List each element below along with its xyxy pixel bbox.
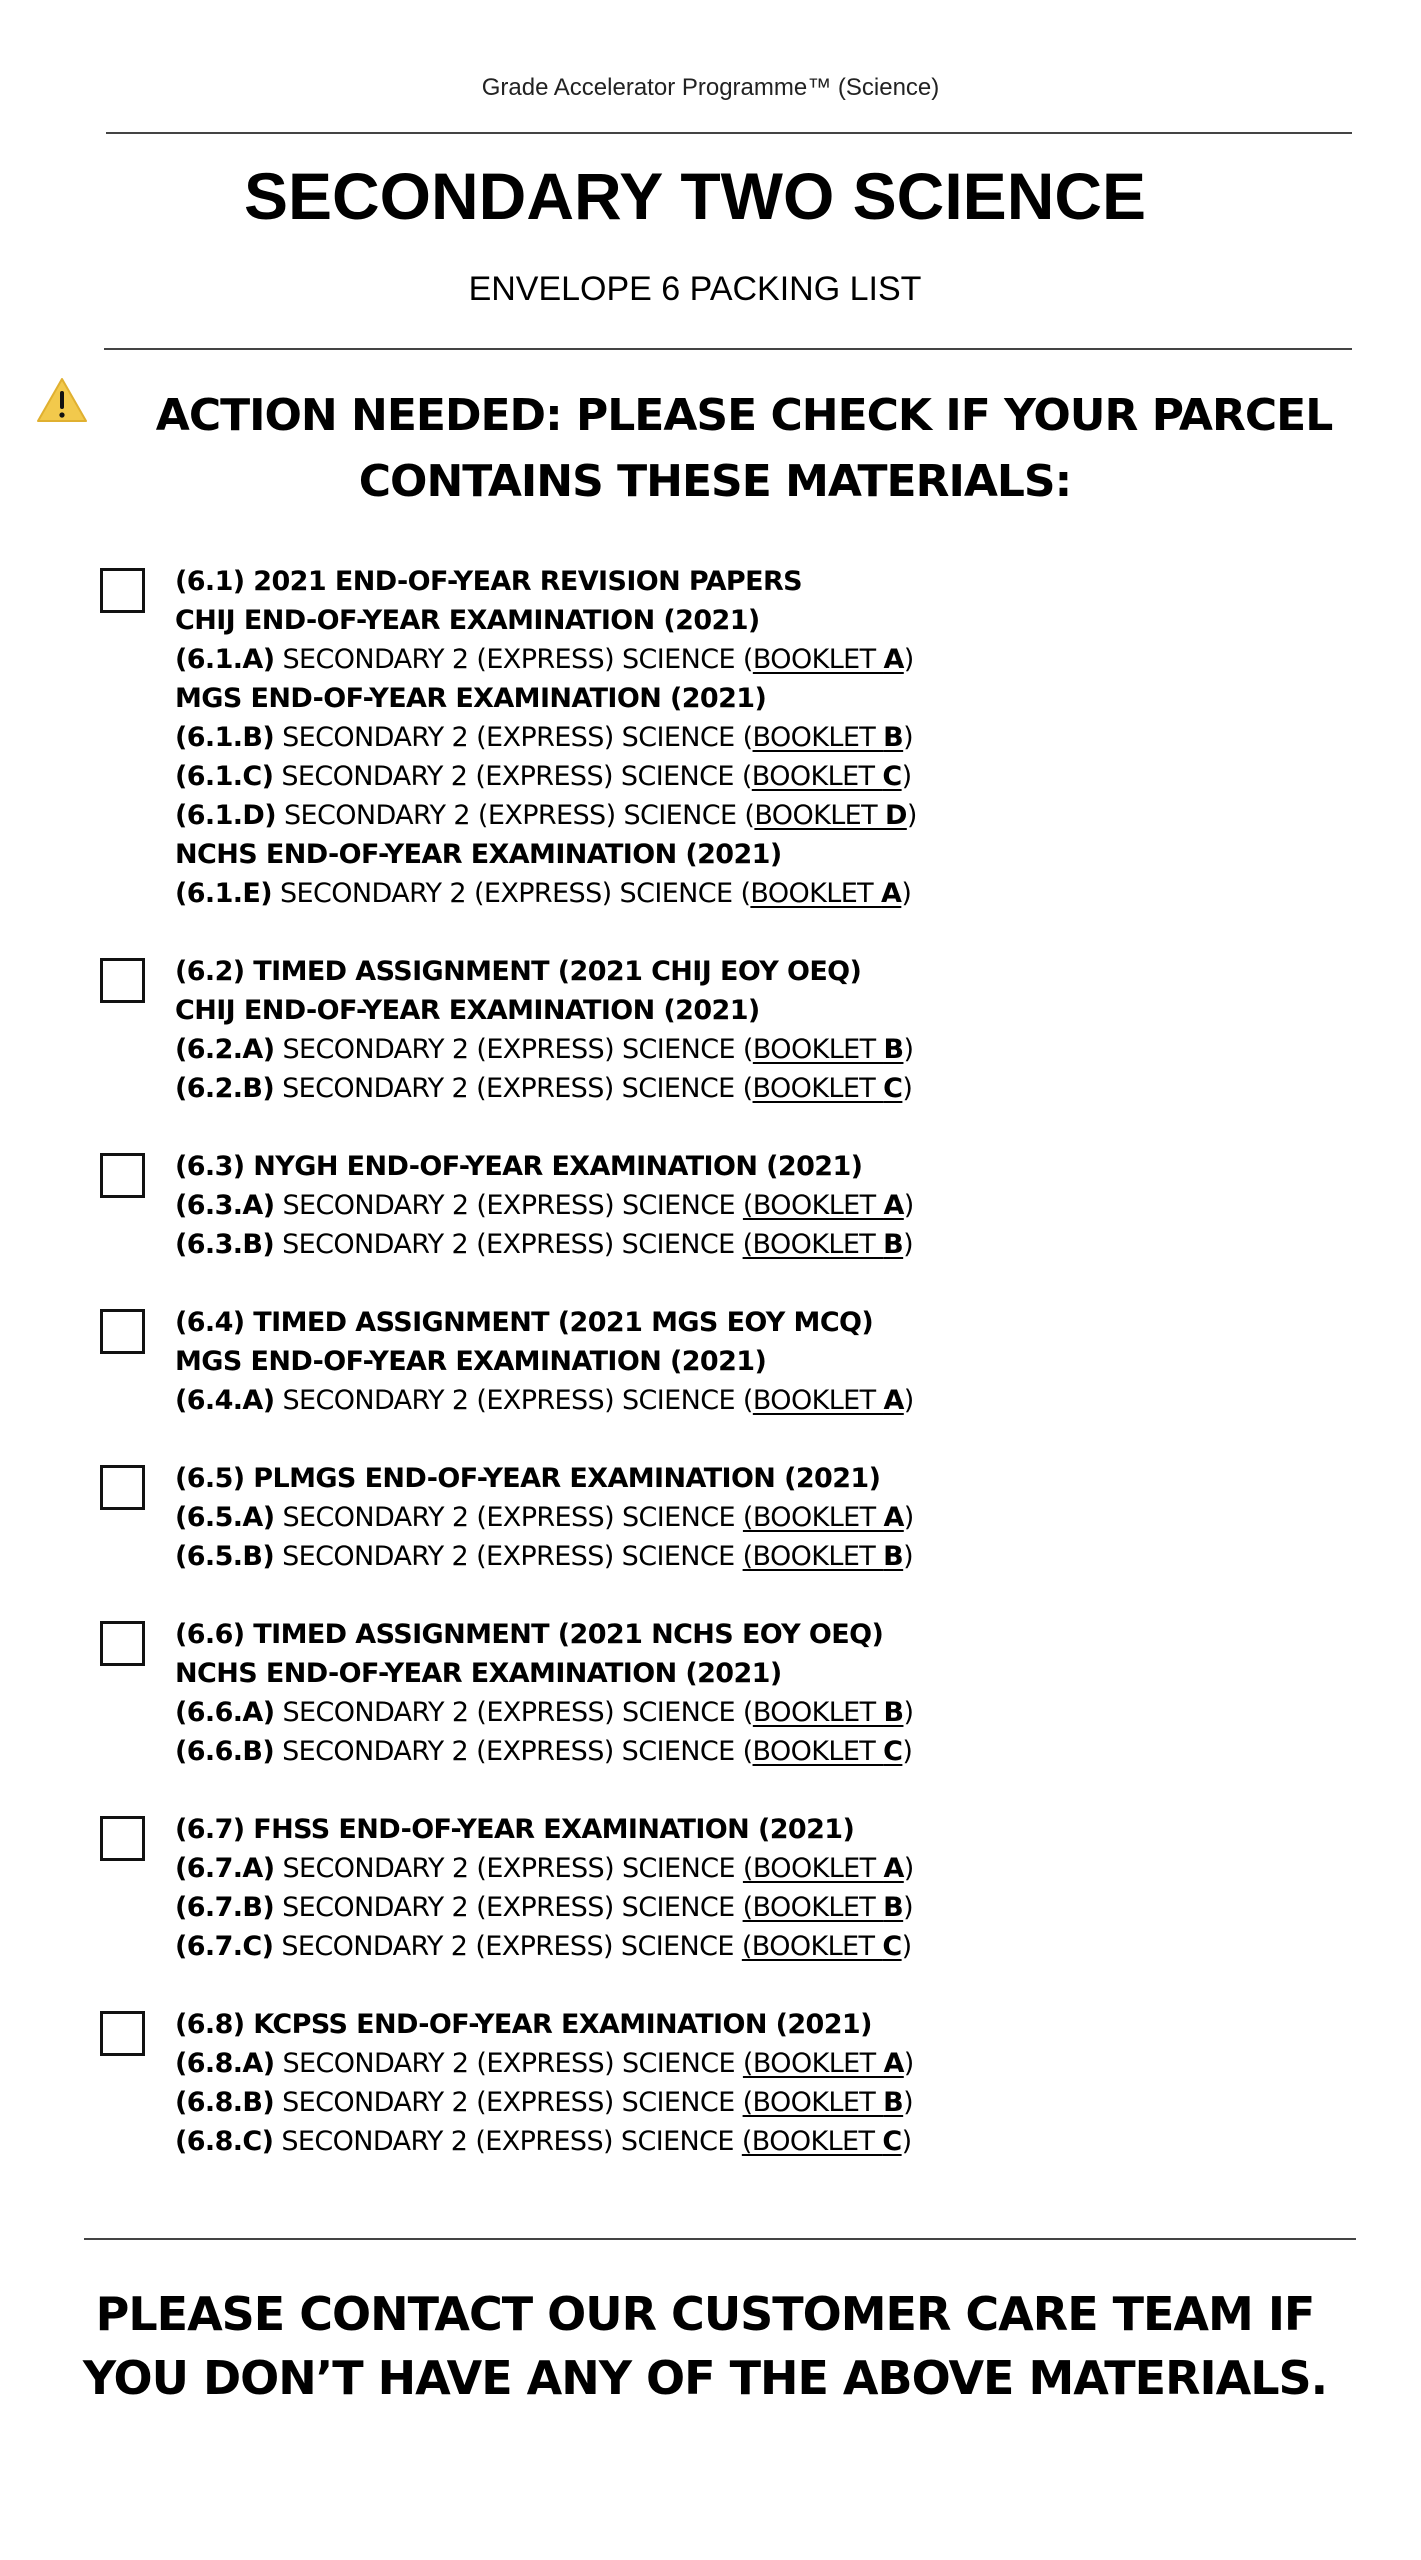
packing-group <box>100 1810 1300 1966</box>
booklet-label <box>753 1385 904 1416</box>
action-line-1 <box>80 380 1350 449</box>
checkbox[interactable] <box>100 568 145 613</box>
booklet-letter: C <box>883 1073 903 1104</box>
item-description: SECONDARY 2 (EXPRESS) SCIENCE ( <box>274 1073 753 1104</box>
group-heading: NCHS END-OF-YEAR EXAMINATION (2021) <box>175 839 782 870</box>
checkbox[interactable] <box>100 1465 145 1510</box>
booklet-label <box>743 1502 904 1533</box>
item-code: (6.5.A) <box>175 1502 275 1533</box>
booklet-text: BOOKLET <box>752 644 884 675</box>
packing-group <box>100 1147 1300 1264</box>
booklet-letter: B <box>883 1697 904 1728</box>
item-code: (6.7.C) <box>175 1931 274 1962</box>
booklet-letter: C <box>882 761 902 792</box>
booklet-letter: B <box>883 1892 904 1923</box>
list-item <box>175 1849 1300 1888</box>
close-paren: ) <box>901 878 912 909</box>
booklet-letter: A <box>883 1385 904 1416</box>
booklet-text: (BOOKLET <box>742 1892 884 1923</box>
close-paren: ) <box>903 1190 914 1221</box>
divider-mid <box>104 348 1352 350</box>
booklet-text: BOOKLET <box>754 800 885 831</box>
booklet-letter: B <box>883 1541 904 1572</box>
list-item <box>175 1927 1300 1966</box>
booklet-label <box>753 1697 904 1728</box>
group-heading: (6.6) TIMED ASSIGNMENT (2021 NCHS EOY OEQ) <box>175 1619 884 1650</box>
list-item <box>175 874 1300 913</box>
programme-header: Grade Accelerator Programme™ (Science) <box>481 74 940 101</box>
item-code: (6.8.A) <box>175 2048 275 2079</box>
warning-icon <box>98 380 148 424</box>
close-paren: ) <box>903 1502 914 1533</box>
item-code: (6.7.B) <box>175 1892 275 1923</box>
booklet-letter: C <box>882 2126 902 2157</box>
packing-group <box>100 562 1300 913</box>
booklet-label <box>743 1541 904 1572</box>
group-heading: MGS END-OF-YEAR EXAMINATION (2021) <box>175 683 767 714</box>
checkbox[interactable] <box>100 1153 145 1198</box>
booklet-letter: A <box>883 1502 904 1533</box>
item-description: SECONDARY 2 (EXPRESS) SCIENCE <box>274 1229 743 1260</box>
item-description: SECONDARY 2 (EXPRESS) SCIENCE <box>274 1190 743 1221</box>
list-item <box>175 1693 1300 1732</box>
booklet-text: (BOOKLET <box>742 1190 884 1221</box>
booklet-label <box>753 644 904 675</box>
footer-line-2: YOU DON’T HAVE ANY OF THE ABOVE MATERIALS. <box>82 2351 1328 2405</box>
booklet-label <box>743 1892 904 1923</box>
footer-line-1: PLEASE CONTACT OUR CUSTOMER CARE TEAM IF <box>95 2287 1315 2341</box>
close-paren: ) <box>903 1892 914 1923</box>
list-item <box>175 1732 1300 1771</box>
booklet-letter: A <box>883 2048 904 2079</box>
close-paren: ) <box>903 722 914 753</box>
group-heading: MGS END-OF-YEAR EXAMINATION (2021) <box>175 1346 767 1377</box>
booklet-letter: A <box>883 644 904 675</box>
booklet-text: BOOKLET <box>752 1385 884 1416</box>
booklet-label <box>743 2087 904 2118</box>
page-subtitle: ENVELOPE 6 PACKING LIST <box>468 270 922 308</box>
list-item <box>175 1186 1300 1225</box>
group-heading: (6.3) NYGH END-OF-YEAR EXAMINATION (2021) <box>175 1151 863 1182</box>
close-paren: ) <box>902 1736 913 1767</box>
close-paren: ) <box>901 2126 912 2157</box>
item-code: (6.6.A) <box>175 1697 275 1728</box>
booklet-text: (BOOKLET <box>742 1853 884 1884</box>
list-item <box>175 1030 1300 1069</box>
packing-list <box>100 562 1300 2200</box>
booklet-label <box>754 800 906 831</box>
item-description: SECONDARY 2 (EXPRESS) SCIENCE <box>274 2048 743 2079</box>
item-description: SECONDARY 2 (EXPRESS) SCIENCE ( <box>274 644 753 675</box>
packing-group <box>100 1303 1300 1420</box>
item-code: (6.1.E) <box>175 878 273 909</box>
group-heading: NCHS END-OF-YEAR EXAMINATION (2021) <box>175 1658 782 1689</box>
item-code: (6.5.B) <box>175 1541 275 1572</box>
item-description: SECONDARY 2 (EXPRESS) SCIENCE ( <box>272 878 751 909</box>
booklet-text: (BOOKLET <box>741 1931 883 1962</box>
action-line-2: CONTAINS THESE MATERIALS: <box>358 456 1072 507</box>
item-description: SECONDARY 2 (EXPRESS) SCIENCE <box>274 2087 743 2118</box>
booklet-text: (BOOKLET <box>742 2087 884 2118</box>
close-paren: ) <box>906 800 917 831</box>
booklet-label <box>743 1853 904 1884</box>
item-description: SECONDARY 2 (EXPRESS) SCIENCE <box>273 1931 742 1962</box>
group-heading: CHIJ END-OF-YEAR EXAMINATION (2021) <box>175 605 760 636</box>
booklet-text: BOOKLET <box>752 1697 884 1728</box>
packing-group <box>100 2005 1300 2161</box>
checkbox[interactable] <box>100 1816 145 1861</box>
list-item <box>175 1537 1300 1576</box>
booklet-letter: B <box>883 1034 904 1065</box>
close-paren: ) <box>903 1229 914 1260</box>
item-code: (6.6.B) <box>175 1736 275 1767</box>
item-code: (6.1.B) <box>175 722 275 753</box>
close-paren: ) <box>901 761 912 792</box>
item-code: (6.7.A) <box>175 1853 275 1884</box>
list-item <box>175 1069 1300 1108</box>
booklet-letter: B <box>883 2087 904 2118</box>
booklet-label <box>743 1229 904 1260</box>
booklet-text: BOOKLET <box>752 1034 884 1065</box>
group-heading: CHIJ END-OF-YEAR EXAMINATION (2021) <box>175 995 760 1026</box>
page-title: SECONDARY TWO SCIENCE <box>243 159 1147 233</box>
item-code: (6.1.D) <box>175 800 276 831</box>
divider-top <box>106 132 1352 134</box>
booklet-letter: A <box>881 878 902 909</box>
close-paren: ) <box>903 1034 914 1065</box>
item-code: (6.3.B) <box>175 1229 275 1260</box>
item-description: SECONDARY 2 (EXPRESS) SCIENCE ( <box>274 1697 753 1728</box>
close-paren: ) <box>902 1073 913 1104</box>
item-description: SECONDARY 2 (EXPRESS) SCIENCE <box>274 1502 743 1533</box>
booklet-label <box>753 1034 904 1065</box>
booklet-letter: C <box>883 1736 903 1767</box>
item-description: SECONDARY 2 (EXPRESS) SCIENCE <box>273 2126 742 2157</box>
booklet-label <box>742 2126 902 2157</box>
booklet-letter: A <box>883 1853 904 1884</box>
packing-group <box>100 952 1300 1108</box>
booklet-text: (BOOKLET <box>742 1229 884 1260</box>
list-item <box>175 1888 1300 1927</box>
close-paren: ) <box>903 1541 914 1572</box>
list-item <box>175 757 1300 796</box>
booklet-text: BOOKLET <box>752 722 884 753</box>
group-heading: (6.4) TIMED ASSIGNMENT (2021 MGS EOY MCQ) <box>175 1307 874 1338</box>
group-heading: (6.7) FHSS END-OF-YEAR EXAMINATION (2021) <box>175 1814 855 1845</box>
booklet-text: (BOOKLET <box>741 2126 883 2157</box>
packing-group <box>100 1615 1300 1771</box>
item-description: SECONDARY 2 (EXPRESS) SCIENCE ( <box>274 1034 753 1065</box>
booklet-label <box>753 1736 903 1767</box>
list-item <box>175 1498 1300 1537</box>
close-paren: ) <box>903 1853 914 1884</box>
item-code: (6.8.C) <box>175 2126 274 2157</box>
item-description: SECONDARY 2 (EXPRESS) SCIENCE ( <box>274 1385 753 1416</box>
action-heading <box>80 380 1350 515</box>
item-code: (6.2.A) <box>175 1034 275 1065</box>
item-code: (6.3.A) <box>175 1190 275 1221</box>
item-description: SECONDARY 2 (EXPRESS) SCIENCE ( <box>274 1736 753 1767</box>
item-description: SECONDARY 2 (EXPRESS) SCIENCE <box>274 1853 743 1884</box>
list-item <box>175 1381 1300 1420</box>
booklet-letter: B <box>883 722 904 753</box>
item-code: (6.4.A) <box>175 1385 275 1416</box>
booklet-letter: D <box>885 800 907 831</box>
close-paren: ) <box>903 1697 914 1728</box>
list-item <box>175 2122 1300 2161</box>
list-item <box>175 718 1300 757</box>
booklet-text: BOOKLET <box>750 878 882 909</box>
booklet-label <box>743 1190 904 1221</box>
booklet-letter: A <box>883 1190 904 1221</box>
booklet-text: BOOKLET <box>752 1073 884 1104</box>
close-paren: ) <box>901 1931 912 1962</box>
item-code: (6.1.A) <box>175 644 275 675</box>
group-heading: (6.5) PLMGS END-OF-YEAR EXAMINATION (2021) <box>175 1463 881 1494</box>
booklet-text: (BOOKLET <box>742 2048 884 2079</box>
checkbox[interactable] <box>100 1309 145 1354</box>
item-description: SECONDARY 2 (EXPRESS) SCIENCE ( <box>274 722 753 753</box>
list-item <box>175 640 1300 679</box>
booklet-label <box>742 1931 902 1962</box>
footer-notice <box>60 2282 1350 2410</box>
close-paren: ) <box>903 644 914 675</box>
list-item <box>175 796 1300 835</box>
checkbox[interactable] <box>100 1621 145 1666</box>
close-paren: ) <box>903 1385 914 1416</box>
booklet-label <box>752 761 902 792</box>
booklet-letter: C <box>882 1931 902 1962</box>
group-heading: (6.2) TIMED ASSIGNMENT (2021 CHIJ EOY OEQ) <box>175 956 862 987</box>
checkbox[interactable] <box>100 2011 145 2056</box>
list-item <box>175 2083 1300 2122</box>
booklet-label <box>750 878 901 909</box>
item-description: SECONDARY 2 (EXPRESS) SCIENCE <box>274 1541 743 1572</box>
booklet-label <box>753 722 904 753</box>
group-heading: (6.1) 2021 END-OF-YEAR REVISION PAPERS <box>175 566 802 597</box>
booklet-label <box>753 1073 903 1104</box>
list-item <box>175 2044 1300 2083</box>
list-item <box>175 1225 1300 1264</box>
item-code: (6.2.B) <box>175 1073 275 1104</box>
item-code: (6.8.B) <box>175 2087 275 2118</box>
group-heading: (6.8) KCPSS END-OF-YEAR EXAMINATION (2021) <box>175 2009 872 2040</box>
booklet-label <box>743 2048 904 2079</box>
item-description: SECONDARY 2 (EXPRESS) SCIENCE <box>274 1892 743 1923</box>
item-description: SECONDARY 2 (EXPRESS) SCIENCE ( <box>275 800 755 831</box>
divider-bottom <box>84 2238 1356 2240</box>
checkbox[interactable] <box>100 958 145 1003</box>
booklet-text: BOOKLET <box>751 761 883 792</box>
packing-group <box>100 1459 1300 1576</box>
booklet-letter: B <box>883 1229 904 1260</box>
booklet-text: (BOOKLET <box>742 1541 884 1572</box>
item-code: (6.1.C) <box>175 761 274 792</box>
action-text-1: ACTION NEEDED: PLEASE CHECK IF YOUR PARCEL <box>155 390 1333 441</box>
item-description: SECONDARY 2 (EXPRESS) SCIENCE ( <box>273 761 752 792</box>
close-paren: ) <box>903 2048 914 2079</box>
booklet-text: BOOKLET <box>752 1736 884 1767</box>
booklet-text: (BOOKLET <box>742 1502 884 1533</box>
close-paren: ) <box>903 2087 914 2118</box>
